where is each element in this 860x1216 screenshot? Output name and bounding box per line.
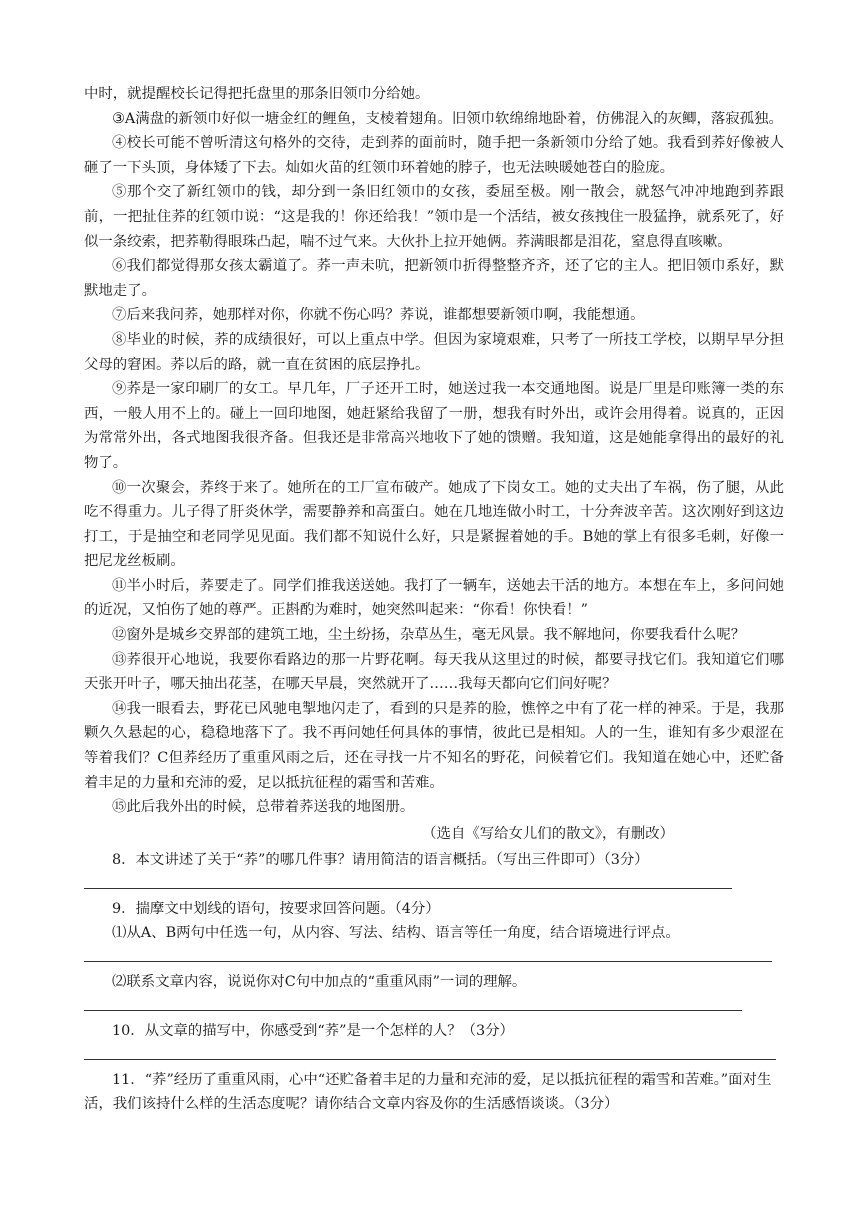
passage-paragraph-6: ⑥我们都觉得那女孩太霸道了。荞一声未吭，把新领巾折得整整齐齐，还了它的主人。把旧领巾系好，默默地走了。 [84,258,784,299]
passage-paragraph-12: ⑫窗外是城乡交界部的建筑工地，尘土纷扬，杂草丛生，毫无风景。我不解地问，你要我看什么呢？ [112,627,746,644]
question-10: 10．从文章的描写中，你感受到“荞”是一个怎样的人？（3分） [112,1023,514,1040]
passage-paragraph-11: ⑪半小时后，荞要走了。同学们推我送送她。我打了一辆车，送她去干活的地方。本想在车上，多问问她的近况，又怕伤了她的尊严。正斟酌为难时，她突然叫起来：“你看！你快看！” [84,577,784,619]
question-9-part-2: ⑵联系文章内容，说说你对C句中加点的“重重风雨”一词的理解。 [112,974,527,991]
exam-page [84,82,784,1116]
passage-paragraph-10: ⑩一次聚会，荞终于来了。她所在的工厂宣布破产。她成了下岗女工。她的丈夫出了车祸，伤了腿，从此吃不得重力。儿子得了肝炎休学，需要静养和高蛋白。她在几地连做小时工，十分奔波辛苦。这次刚好到这边打工，于是抽空和老同学见见面。我们都不知说什么好，只是紧握着她的手。B她的掌上有很多毛刺，好像一把尼龙丝板刷。 [84,479,784,570]
passage-paragraph-13: ⑬荞很开心地说，我要你看路边的那一片野花啊。每天我从这里过的时候，都要寻找它们。我知道它们哪天张开叶子，哪天抽出花茎，在哪天早晨，突然就开了……我每天都向它们问好呢？ [84,651,784,693]
passage-paragraph-3: ③A满盘的新领巾好似一塘金红的鲤鱼，支棱着翅角。旧领巾软绵绵地卧着，仿佛混入的灰鲫，落寂孤独。 [112,110,783,127]
passage-paragraph-9: ⑨荞是一家印刷厂的女工。早几年，厂子还开工时，她送过我一本交通地图。说是厂里是印账簿一类的东西，一般人用不上的。碰上一回印地图，她赶紧给我留了一册，想我有时外出，或许会用得着。说真的，正因为常常外出，各式地图我很齐备。但我还是非常高兴地收下了她的馈赠。我知道，这是她能拿得出的最好的礼物了。 [84,381,784,471]
answer-line-q9-1[interactable] [84,961,772,962]
answer-line-q8[interactable] [84,888,732,889]
passage-source: （选自《写给女儿们的散文》，有删改） [422,825,674,842]
passage-paragraph-4: ④校长可能不曾听清这句格外的交待，走到荞的面前时，随手把一条新领巾分给了她。我看到荞好像被人砸了一下头顶，身体矮了下去。灿如火苗的红领巾环着她的脖子，也无法映暖她苍白的脸庞。 [84,135,784,176]
answer-line-q9-2[interactable] [84,1010,742,1011]
passage-paragraph-8: ⑧毕业的时候，荞的成绩很好，可以上重点中学。但因为家境艰难，只考了一所技工学校，以期早早分担父母的窘困。荞以后的路，就一直在贫困的底层挣扎。 [84,331,784,373]
question-8: 8．本文讲述了关于“荞”的哪几件事？请用简洁的语言概括。（写出三件即可）（3分） [112,852,649,869]
question-11: 11．“荞”经历了重重风雨，心中“还贮备着丰足的力量和充沛的爱，足以抵抗征程的霜雪和苦难。”面对生活，我们该持什么样的生活态度呢？请你结合文章内容及你的生活感悟谈谈。（3分） [84,1072,772,1113]
passage-paragraph-5: ⑤那个交了新红领巾的钱，却分到一条旧红领巾的女孩，委屈至极。刚一散会，就怒气冲冲地跑到荞跟前，一把扯住荞的红领巾说：“这是我的！你还给我！”领巾是一个活结，被女孩拽住一股猛挣，就系死了，好似一条绞索，把荞勒得眼珠凸起，喘不过气来。大伙扑上拉开她俩。荞满眼都是泪花，窒息得直咳嗽。 [84,184,784,250]
passage-paragraph-continued: 中时，就提醒校长记得把托盘里的那条旧领巾分给她。 [84,86,430,102]
answer-line-q10[interactable] [84,1059,776,1060]
passage-paragraph-7: ⑦后来我问荞，她那样对你，你就不伤心吗？荞说，谁都想要新领巾啊，我能想通。 [112,307,645,324]
passage-paragraph-14: ⑭我一眼看去，野花已风驰电掣地闪走了，看到的只是荞的脸，憔悴之中有了花一样的神采。于是，我那颗久久悬起的心，稳稳地落下了。我不再问她任何具体的事情，彼此已是相知。人的一生，谁知有多少艰涩在等着我们？C但荞经历了重重风雨之后，还在寻找一片不知名的野花，问候着它们。我知道在她心中，还贮备着丰足的力量和充沛的爱，足以抵抗征程的霜雪和苦难。 [84,700,784,791]
passage-paragraph-15: ⑮此后我外出的时候，总带着荞送我的地图册。 [112,799,415,816]
question-9: 9．揣摩文中划线的语句，按要求回答问题。（4分） [112,901,440,918]
question-9-part-1: ⑴从A、B两句中任选一句，从内容、写法、结构、语言等任一角度，结合语境进行评点。 [112,925,680,942]
